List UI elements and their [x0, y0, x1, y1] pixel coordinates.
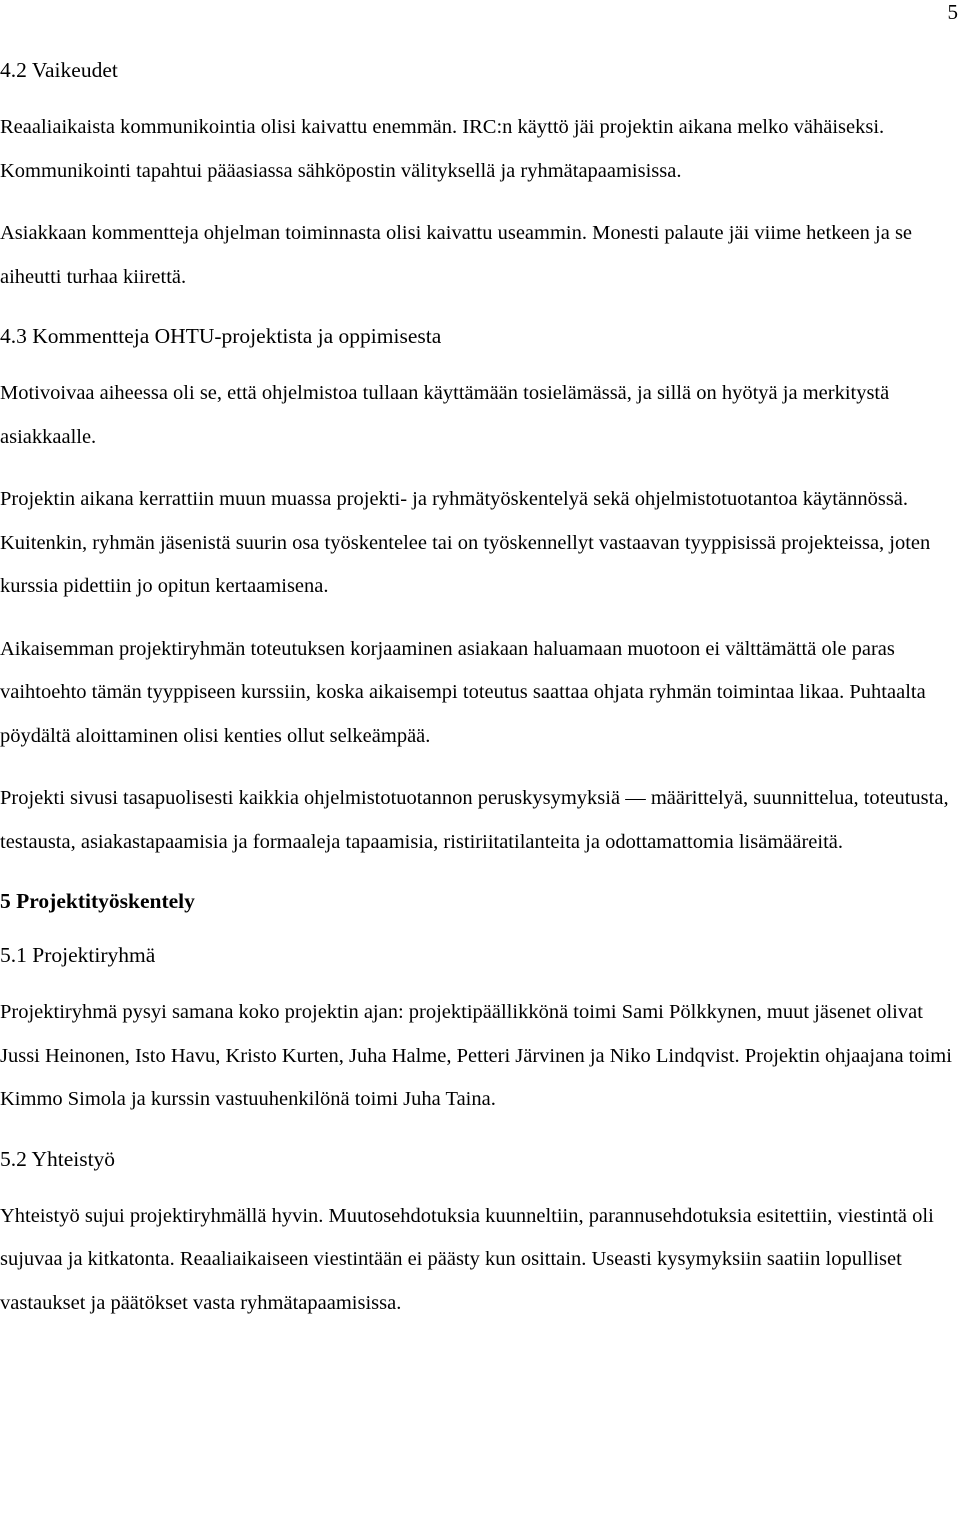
document-body — [0, 52, 958, 1344]
paragraph: Aikaisemman projektiryhmän toteutuksen korjaaminen asiakaan haluamaan muotoon ei välttämättä ole paras vaihtoehto tämän tyyppiseen kurssiin, koska aikaisempi toteutus saattaa ohjata ryhmän toimintaa likaa. Puhtaalta pöydältä aloittaminen olisi kenties ollut selkeämpää. — [0, 637, 926, 747]
paragraph: Yhteistyö sujui projektiryhmällä hyvin. Muutosehdotuksia kuunneltiin, parannusehdotuksia esitettiin, viestintä oli sujuvaa ja kitkatonta. Reaaliaikaiseen viestintään ei päästy kun osittain. Useasti kysymyksiin saatiin lopulliset vastaukset ja päätökset vasta ryhmätapaamisissa. — [0, 1204, 934, 1314]
chapter-heading-5: 5 Projektityöskentely — [0, 889, 195, 913]
page-number: 5 — [947, 0, 958, 24]
section-heading-5-2: 5.2 Yhteistyö — [0, 1146, 116, 1171]
section-heading-4-3: 4.3 Kommentteja OHTU-projektista ja oppimisesta — [0, 324, 442, 348]
paragraph: Projektin aikana kerrattiin muun muassa projekti- ja ryhmätyöskentelyä sekä ohjelmistotuotantoa käytännössä. Kuitenkin, ryhmän jäsenistä suurin osa työskentelee tai on työskennellyt vastaavan tyyppisissä projekteissa, joten kurssia pidettiin jo opitun kertaamisena. — [0, 488, 931, 597]
paragraph: Reaaliaikaista kommunikointia olisi kaivattu enemmän. IRC:n käyttö jäi projektin aikana melko vähäiseksi. Kommunikointi tapahtui pääasiassa sähköpostin välityksellä ja ryhmätapaamisissa. — [0, 116, 885, 182]
paragraph: Projektiryhmä pysyi samana koko projektin ajan: projektipäällikkönä toimi Sami Pölkkynen, muut jäsenet olivat Jussi Heinonen, Isto Havu, Kristo Kurten, Juha Halme, Petteri Järvinen ja Niko Lindqvist. Projektin ohjaajana toimi Kimmo Simola ja kurssin vastuuhenkilönä toimi Juha Taina. — [0, 1001, 952, 1110]
section-heading-4-2: 4.2 Vaikeudet — [0, 58, 118, 82]
section-heading-5-1: 5.1 Projektiryhmä — [0, 943, 156, 967]
paragraph: Projekti sivusi tasapuolisesti kaikkia ohjelmistotuotannon peruskysymyksiä — määrittelyä, suunnittelua, toteutusta, testausta, asiakastapaamisia ja formaaleja tapaamisia, ristiriitatilanteita ja odottamattomia lisämääreitä. — [0, 787, 949, 853]
paragraph: Asiakkaan kommentteja ohjelman toiminnasta olisi kaivattu useammin. Monesti palaute jäi viime hetkeen ja se aiheutti turhaa kiirettä. — [0, 222, 913, 288]
paragraph: Motivoivaa aiheessa oli se, että ohjelmistoa tullaan käyttämään tosielämässä, ja sillä on hyötyä ja merkitystä asiakkaalle. — [0, 382, 890, 448]
